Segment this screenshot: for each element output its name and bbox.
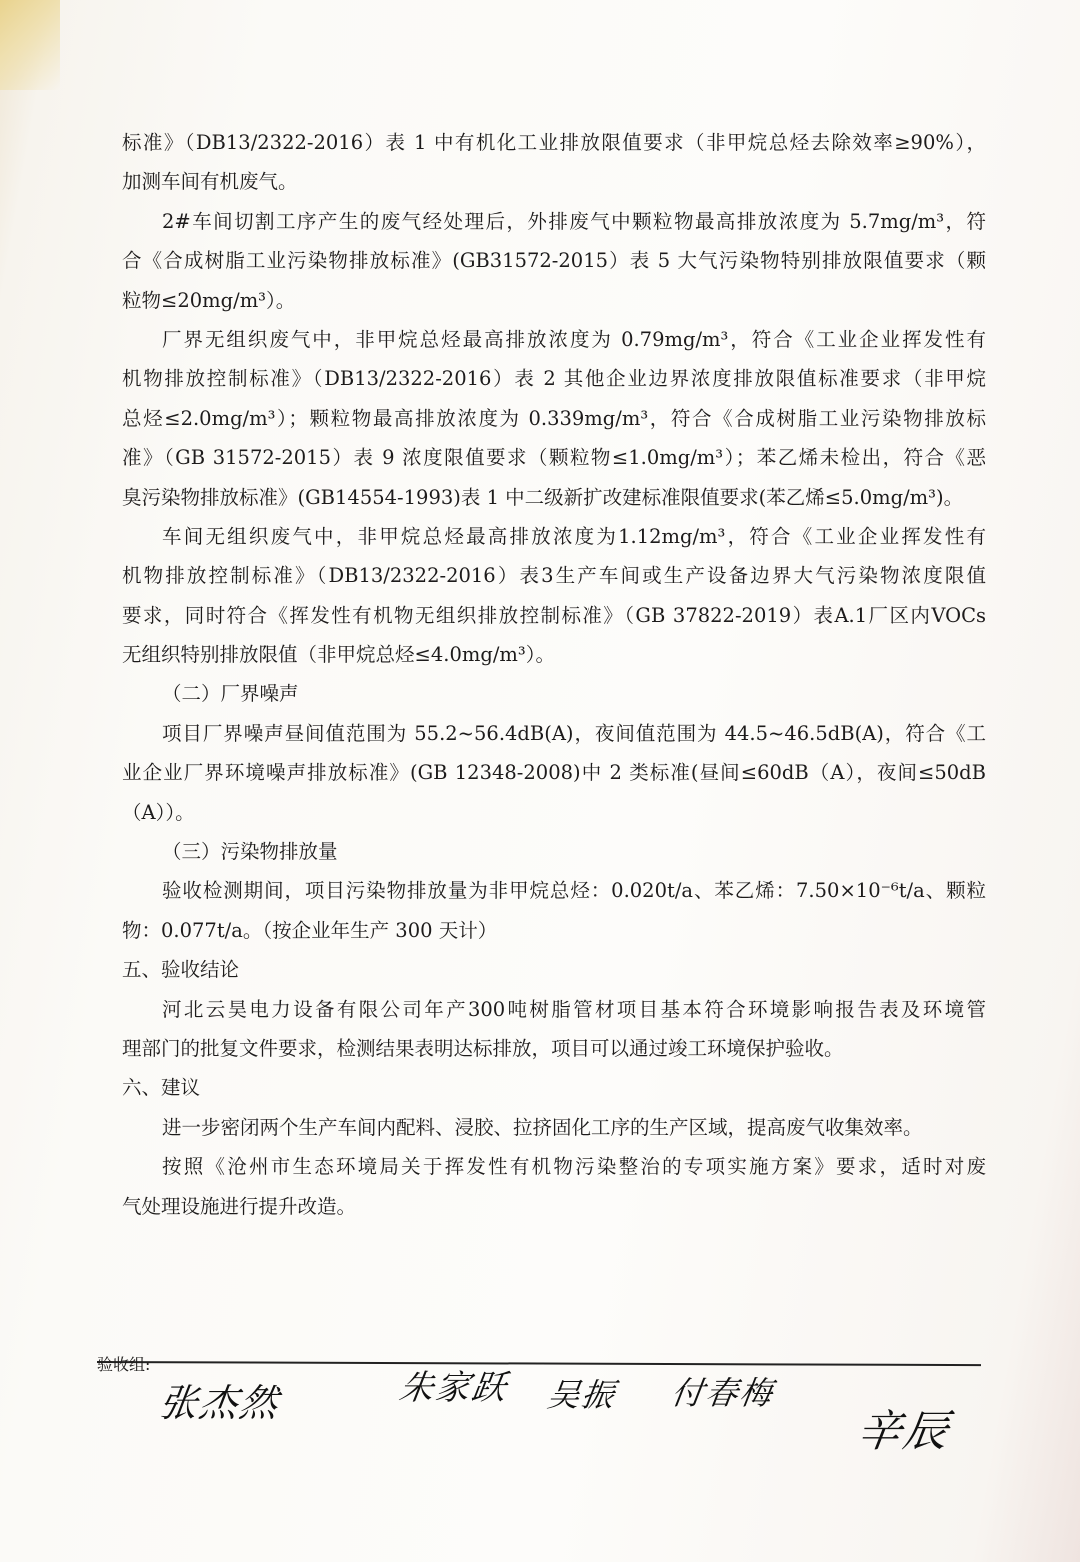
- paragraph-line: 总烃≤2.0mg/m³）；颗粒物最高排放浓度为 0.339mg/m³，符合《合成树脂工业污染物排放标: [122, 406, 986, 430]
- paragraph-line: （A））。: [122, 800, 195, 824]
- paragraph-line: 气处理设施进行提升改造。: [122, 1194, 357, 1218]
- paragraph-line: 进一步密闭两个生产车间内配料、浸胶、拉挤固化工序的生产区域，提高废气收集效率。: [162, 1115, 923, 1139]
- paragraph-line: 机物排放控制标准》（DB13/2322-2016）表3生产车间或生产设备边界大气污染物浓度限值: [122, 564, 986, 588]
- paragraph-line: 车间无组织废气中，非甲烷总烃最高排放浓度为1.12mg/m³，符合《工业企业挥发性有: [162, 524, 986, 548]
- paragraph-line: 准》（GB 31572-2015）表 9 浓度限值要求（颗粒物≤1.0mg/m³）；苯乙烯未检出，符合《恶: [122, 446, 986, 470]
- paper-corner-shading: [0, 0, 60, 90]
- signature: 辛辰: [853, 1406, 953, 1457]
- paragraph-line: 标准》（DB13/2322-2016）表 1 中有机化工业排放限值要求（非甲烷总烃去除效率≥90%），: [122, 131, 986, 154]
- paragraph-line: 加测车间有机废气。: [122, 170, 298, 194]
- section-heading: 五、验收结论: [122, 958, 240, 982]
- paragraph-line: 要求，同时符合《挥发性有机物无组织排放控制标准》（GB 37822-2019）表A.1厂区内VOCs: [122, 603, 986, 627]
- document-body: [122, 123, 986, 1226]
- paragraph-line: 验收检测期间，项目污染物排放量为非甲烷总烃：0.020t/a、苯乙烯：7.50×10⁻⁶t/a、颗粒: [162, 879, 986, 903]
- signature: 张杰然: [156, 1381, 283, 1425]
- acceptance-team-label: 验收组:: [97, 1355, 151, 1374]
- signature: 朱家跃: [396, 1368, 511, 1408]
- paragraph-line: 河北云昊电力设备有限公司年产300吨树脂管材项目基本符合环境影响报告表及环境管: [162, 997, 986, 1021]
- paragraph-line: 2#车间切割工序产生的废气经处理后，外排废气中颗粒物最高排放浓度为 5.7mg/m³，符: [162, 209, 986, 233]
- paragraph-line: 理部门的批复文件要求，检测结果表明达标排放，项目可以通过竣工环境保护验收。: [122, 1036, 844, 1060]
- paragraph-line: 项目厂界噪声昼间值范围为 55.2~56.4dB(A)，夜间值范围为 44.5~46.5dB(A)，符合《工: [162, 721, 986, 745]
- subsection-heading: （三）污染物排放量: [162, 840, 338, 864]
- paragraph-line: 物：0.077t/a。（按企业年生产 300 天计）: [122, 918, 498, 942]
- paragraph-line: 厂界无组织废气中，非甲烷总烃最高排放浓度为 0.79mg/m³，符合《工业企业挥发性有: [162, 327, 986, 351]
- paragraph-line: 按照《沧州市生态环境局关于挥发性有机物污染整治的专项实施方案》要求，适时对废: [162, 1155, 986, 1179]
- section-heading: 六、建议: [122, 1076, 201, 1100]
- paragraph-line: 合《合成树脂工业污染物排放标准》(GB31572-2015）表 5 大气污染物特别排放限值要求（颗: [122, 249, 986, 273]
- signature: 吴振: [545, 1376, 619, 1414]
- paragraph-line: 无组织特别排放限值（非甲烷总烃≤4.0mg/m³）。: [122, 643, 555, 667]
- paragraph-line: 业企业厂界环境噪声排放标准》(GB 12348-2008)中 2 类标准(昼间≤60dB（A），夜间≤50dB: [122, 761, 986, 785]
- paragraph-line: 机物排放控制标准》（DB13/2322-2016）表 2 其他企业边界浓度排放限值标准要求（非甲烷: [122, 367, 986, 391]
- subsection-heading: （二）厂界噪声: [162, 682, 299, 706]
- signature: 付春梅: [669, 1374, 777, 1412]
- paragraph-line: 粒物≤20mg/m³）。: [122, 288, 296, 312]
- paragraph-line: 臭污染物排放标准》(GB14554-1993)表 1 中二级新扩改建标准限值要求(苯乙烯≤5.0mg/m³)。: [122, 485, 964, 509]
- signature-divider: [97, 1361, 981, 1366]
